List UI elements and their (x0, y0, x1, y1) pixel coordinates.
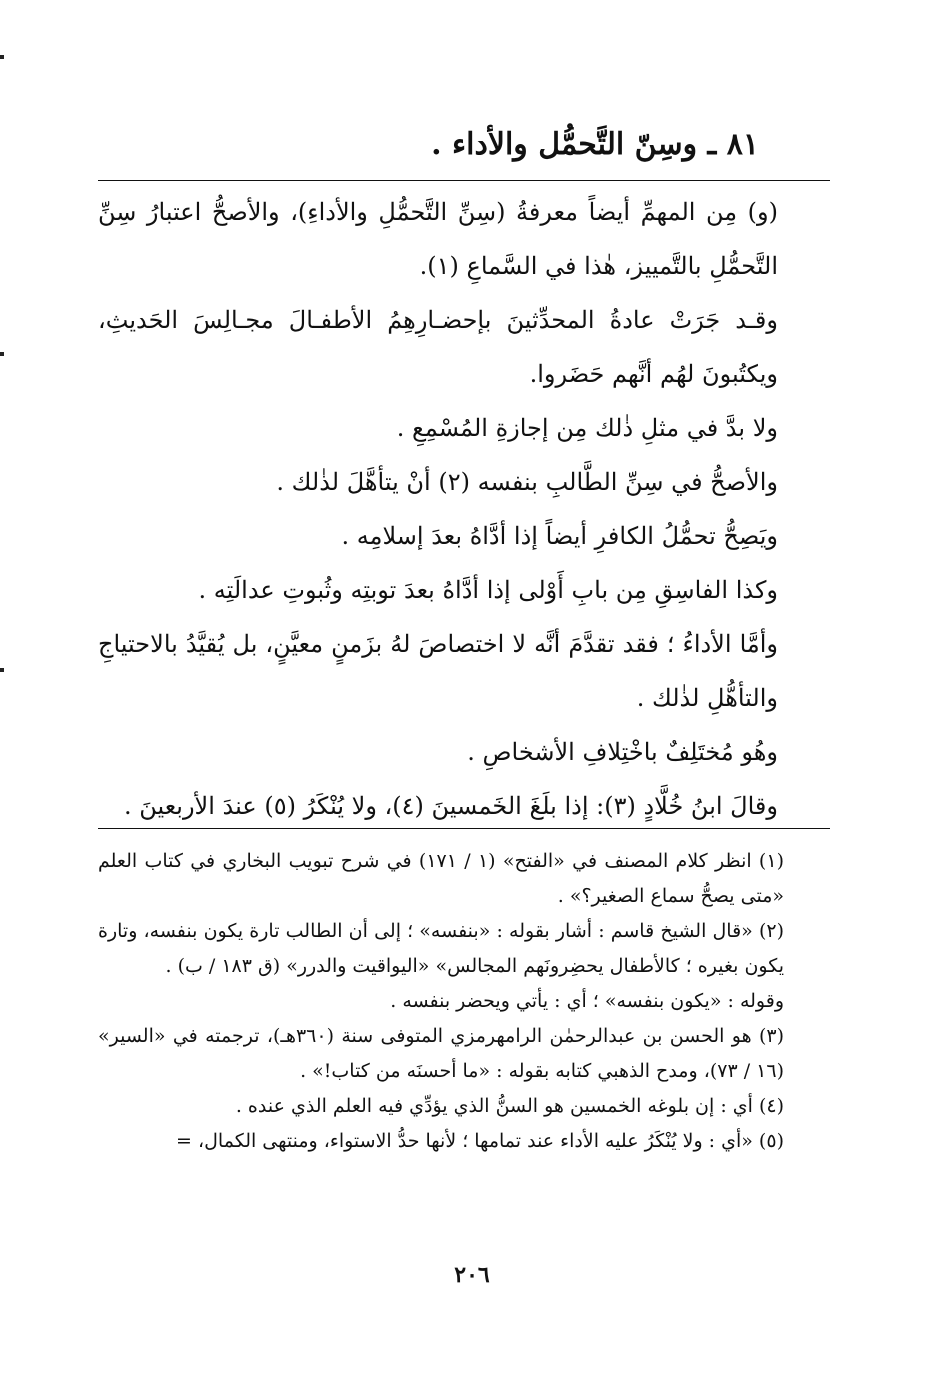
paragraph: وكذا الفاسِقِ مِن بابِ أَوْلى إذا أدَّاهُ بعدَ توبتِه وثُبوتِ عدالَتِه . (198, 576, 778, 604)
footnote: (١) انظر كلام المصنف في «الفتح» (١ / ١٧١) في شرح تبويب البخاري في كتاب العلم «متى يصحُّ سماع الصغير؟» . (98, 850, 784, 907)
paragraph: ويَصِحُّ تحمُّلُ الكافرِ أيضاً إذا أدَّاهُ بعدَ إسلامِه . (341, 522, 778, 550)
scan-edge-mark (0, 668, 4, 672)
main-text (98, 185, 830, 833)
page-number: ٢٠٦ (454, 1262, 490, 1288)
footnote: (٢) «قال الشيخ قاسم : أشار بقوله : «بنفسه» ؛ إلى أن الطالب تارة يكون بنفسه، وتارة يكون بغيره ؛ كالأطفال يحضِرونَهم المجالس» «اليواقيت والدرر» (ق ١٨٣ / ب) . (98, 920, 784, 977)
paragraph: وقالَ ابنُ خُلَّادٍ (٣): إذا بلَغَ الخَمسينَ (٤)، ولا يُنْكَرُ (٥) عندَ الأربعينَ . (123, 792, 778, 820)
section-heading: ٨١ ـ وسِنّ التَّحمُّل والأداء . (431, 127, 759, 162)
paragraph: وأمَّا الأداءُ ؛ فقد تقدَّمَ أنَّه لا اختصاصَ لهُ بزَمنٍ معيَّنٍ، بل يُقيَّدُ بالاحتياجِ والتأهُّلِ لذٰلك . (98, 630, 778, 712)
footnote-rule (98, 828, 830, 829)
footnote: (٤) أي : إن بلوغه الخمسين هو السنُّ الذي يؤدِّي فيه العلم الذي عنده . (235, 1095, 784, 1117)
scan-edge-mark (0, 55, 4, 59)
footnotes (98, 844, 830, 1159)
paragraph: والأصحُّ في سِنِّ الطَّالبِ بنفسه (٢) أنْ يتأهَّلَ لذٰلك . (276, 468, 778, 496)
footnote: (٥) «أي : ولا يُنْكَرُ عليه الأداء عند تمامها ؛ لأنها حدُّ الاستواء، ومنتهى الكمال، = (176, 1130, 784, 1152)
paragraph: (و) مِن المهمِّ أيضاً معرفةُ (سِنِّ التَّحمُّلِ والأداءِ)، والأصحُّ اعتبارُ سِنِّ التَّحمُّلِ بالتَّمييز، هٰذا في السَّماعِ (١). (98, 198, 778, 280)
paragraph: ولا بدَّ في مثلِ ذٰلك مِن إجازةِ المُسْمِعِ . (396, 414, 778, 442)
paragraph: وهُو مُختَلِفٌ باخْتِلافِ الأشخاصِ . (467, 738, 778, 766)
footnote: وقوله : «يكون بنفسه» ؛ أي : يأتي ويحضر بنفسه . (390, 990, 784, 1012)
footnote: (٣) هو الحسن بن عبدالرحمٰن الرامهرمزي المتوفى سنة (٣٦٠هـ)، ترجمته في «السير» (١٦ / ٧٣)، ومدح الذهبي كتابه بقوله : «ما أحسنَه من كتاب!» . (98, 1025, 784, 1082)
heading-rule (98, 180, 830, 181)
paragraph: وقـد جَرَتْ عادةُ المحدِّثينَ بإحضـارِهِمُ الأطفـالَ مجـالِسَ الحَديثِ، ويكتُبونَ لهُم أنَّهم حَضَروا. (98, 306, 778, 388)
scan-edge-mark (0, 352, 4, 356)
